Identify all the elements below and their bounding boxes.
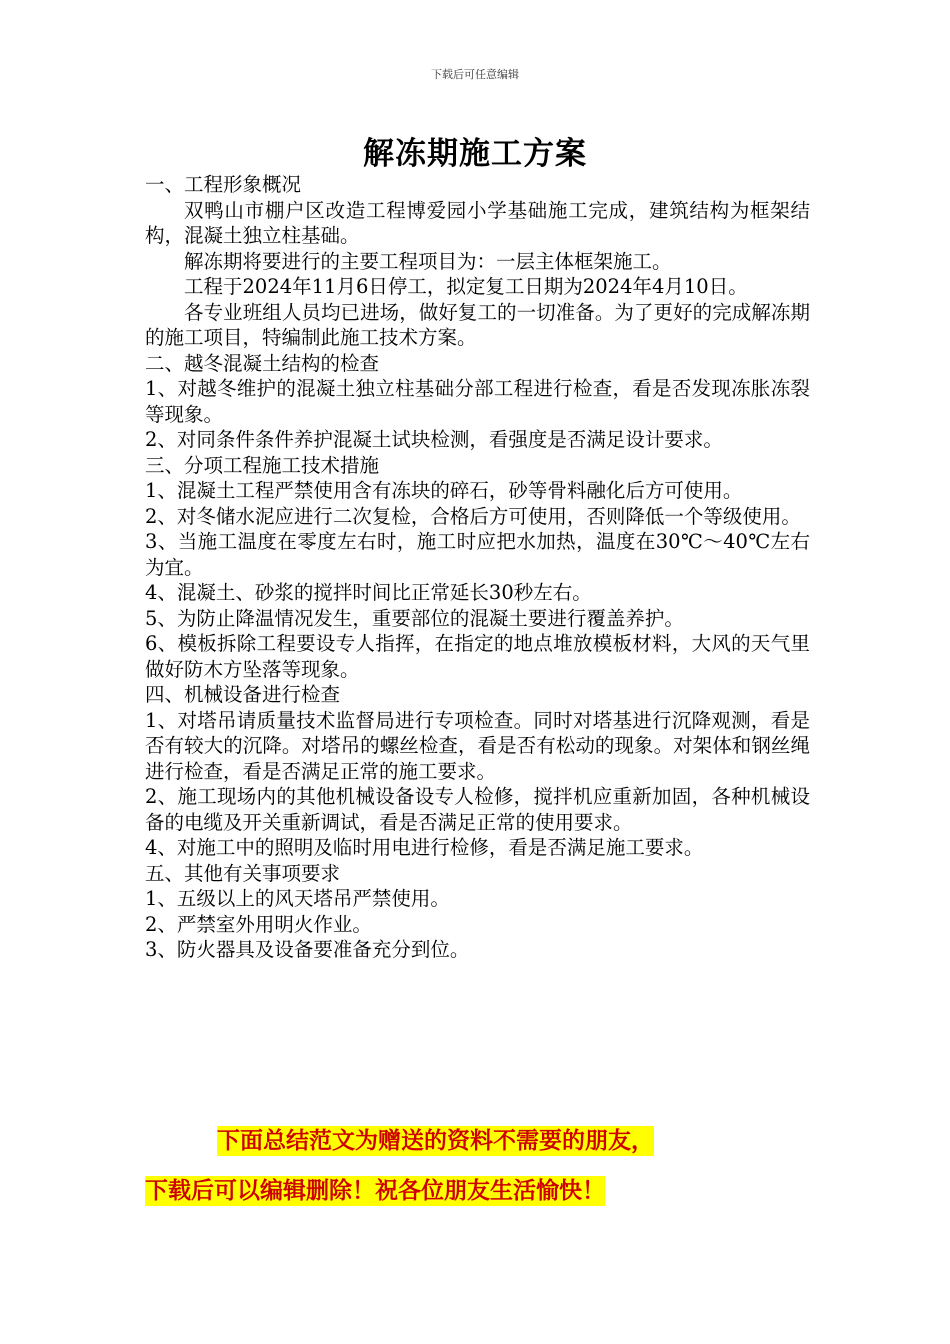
- paragraph: 各专业班组人员均已进场，做好复工的一切准备。为了更好的完成解冻期的施工项目，特编制此施工技术方案。: [145, 300, 810, 349]
- document-title: 解冻期施工方案: [363, 136, 587, 172]
- paragraph: 一、工程形象概况: [145, 173, 302, 196]
- paragraph: 3、当施工温度在零度左右时，施工时应把水加热，温度在30℃～40℃左右为宜。: [145, 530, 810, 579]
- paragraph: 四、机械设备进行检查: [145, 683, 341, 706]
- paragraph: 1、混凝土工程严禁使用含有冻块的碎石，砂等骨料融化后方可使用。: [145, 479, 743, 502]
- promo-line-1: [145, 1122, 882, 1155]
- paragraph: 4、混凝土、砂浆的搅拌时间比正常延长30秒左右。: [145, 581, 592, 604]
- paragraph: 1、对塔吊请质量技术监督局进行专项检查。同时对塔基进行沉降观测，看是否有较大的沉降。对塔吊的螺丝检查，看是否有松动的现象。对架体和钢丝绳进行检查，看是否满足正常的施工要求。: [145, 708, 810, 783]
- paragraph: 解冻期将要进行的主要工程项目为：一层主体框架施工。: [184, 249, 672, 273]
- paragraph: 工程于2024年11月6日停工，拟定复工日期为2024年4月10日。: [184, 275, 748, 298]
- document-body: [145, 172, 810, 963]
- paragraph: 1、对越冬维护的混凝土独立柱基础分部工程进行检查，看是否发现冻胀冻裂等现象。: [145, 377, 810, 426]
- promo-line-2-text: 下载后可以编辑删除！祝各位朋友生活愉快！: [145, 1178, 605, 1204]
- paragraph: 二、越冬混凝土结构的检查: [145, 351, 380, 375]
- paragraph: 3、防火器具及设备要准备充分到位。: [145, 938, 470, 961]
- paragraph: 4、对施工中的照明及临时用电进行检修，看是否满足施工要求。: [145, 836, 704, 859]
- paragraph: 五、其他有关事项要求: [145, 861, 341, 885]
- paragraph: 1、五级以上的风天塔吊严禁使用。: [145, 887, 450, 910]
- paragraph: 2、对冬储水泥应进行二次复检，合格后方可使用，否则降低一个等级使用。: [145, 504, 801, 528]
- header-note: 下载后可任意编辑: [431, 68, 519, 81]
- paragraph: 6、模板拆除工程要设专人指挥，在指定的地点堆放模板材料，大风的天气里做好防木方坠落等现象。: [145, 632, 810, 681]
- promo-line-2: [145, 1172, 810, 1205]
- paragraph: 2、严禁室外用明火作业。: [145, 912, 372, 936]
- paragraph: 三、分项工程施工技术措施: [145, 453, 380, 477]
- paragraph: 2、对同条件条件养护混凝土试块检测，看强度是否满足设计要求。: [145, 428, 723, 451]
- promo-line-1-text: 下面总结范文为赠送的资料不需要的朋友，: [217, 1128, 654, 1154]
- paragraph: 双鸭山市棚户区改造工程博爱园小学基础施工完成，建筑结构为框架结构，混凝土独立柱基础。: [145, 198, 810, 247]
- paragraph: 2、施工现场内的其他机械设备设专人检修，搅拌机应重新加固，各种机械设备的电缆及开关重新调试，看是否满足正常的使用要求。: [145, 785, 810, 834]
- paragraph: 5、为防止降温情况发生，重要部位的混凝土要进行覆盖养护。: [145, 606, 684, 630]
